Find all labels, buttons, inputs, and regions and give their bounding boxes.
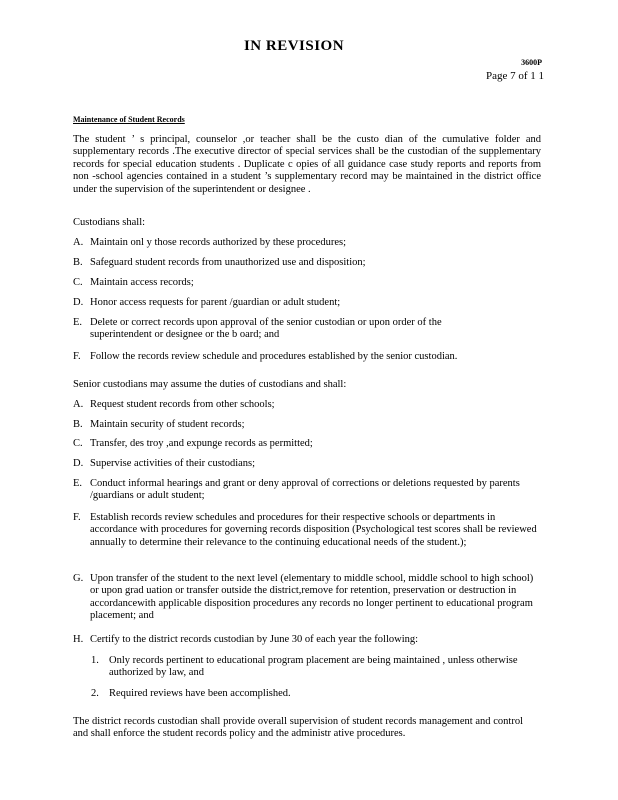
list-text: Certify to the district records custodian by June 30 of each year the following: [90, 634, 419, 645]
list-text: Maintain security of student records; [90, 419, 245, 430]
list-letter: E. [73, 478, 83, 489]
list-text: Supervise activities of their custodians; [90, 458, 256, 469]
list-letter: C. [73, 438, 83, 449]
list-text: Safeguard student records from unauthorized use and disposition; [90, 257, 366, 268]
list-text: Upon transfer of the student to the next level (elementary to middle school, middle school to high school) or upon grad uation or transfer outside the district,remove for retention, preservation or destruction in accordancewith applicable disposition procedures any records no longer pertinent to educational program placement; and [90, 573, 534, 622]
document-title: IN REVISION [243, 38, 345, 54]
list-number: 2. [91, 688, 99, 699]
list-letter: E. [73, 317, 83, 328]
list-text: Maintain onl y those records authorized by these procedures; [90, 237, 347, 248]
list-text: Required reviews have been accomplished. [109, 688, 291, 699]
list-text: Establish records review schedules and procedures for their respective schools or departments in accordance with procedures for governing records disposition (Psychological test scores shall be reviewed annually to determine their relevance to the continuing educational needs of the student.); [90, 512, 537, 548]
page-number: Page 7 of 1 1 [485, 70, 544, 82]
list-letter: D. [73, 458, 84, 469]
list-text: Transfer, des troy ,and expunge records as permitted; [90, 438, 313, 449]
section-heading: Maintenance of Student Records [73, 115, 185, 124]
list-letter: A. [73, 237, 84, 248]
list-letter: D. [73, 297, 84, 308]
list-text: Maintain access records; [90, 277, 194, 288]
closing-paragraph: The district records custodian shall provide overall supervision of student records management and control and shall enforce the student records policy and the administr ative procedures. [73, 716, 523, 740]
list-text: Only records pertinent to educational program placement are being maintained , unless otherwise authorized by law, and [109, 655, 518, 679]
list-letter: F. [73, 351, 81, 362]
list-text: Conduct informal hearings and grant or deny approval of corrections or deletions requested by parents /guardians or adult student; [90, 478, 520, 502]
list-letter: G. [73, 573, 84, 584]
intro-paragraph: The student ’ s principal, counselor ,or teacher shall be the custo dian of the cumulative folder and supplementary records .The executive director of special services shall be the custodian of the supplementary records for special education students . Duplicate c opies of all guidance case study reports and reports from non -school agencies contained in a student ’s supplementary record may be maintained in the district office under the supervision of the superintendent or designee . [73, 134, 541, 195]
policy-code: 3600P [521, 58, 542, 67]
list-text: Request student records from other schools; [90, 399, 275, 410]
custodians-label: Custodians shall: [73, 217, 146, 228]
list-letter: F. [73, 512, 81, 523]
list-text: Honor access requests for parent /guardian or adult student; [90, 297, 341, 308]
list-text: Delete or correct records upon approval of the senior custodian or upon order of the superintendent or designee or the b oard; and [90, 317, 442, 341]
list-letter: B. [73, 419, 83, 430]
list-number: 1. [91, 655, 99, 666]
senior-custodians-label: Senior custodians may assume the duties of custodians and shall: [73, 379, 347, 390]
list-letter: A. [73, 399, 84, 410]
list-letter: H. [73, 634, 84, 645]
list-letter: B. [73, 257, 83, 268]
list-text: Follow the records review schedule and procedures established by the senior custodian. [90, 351, 458, 362]
list-letter: C. [73, 277, 83, 288]
